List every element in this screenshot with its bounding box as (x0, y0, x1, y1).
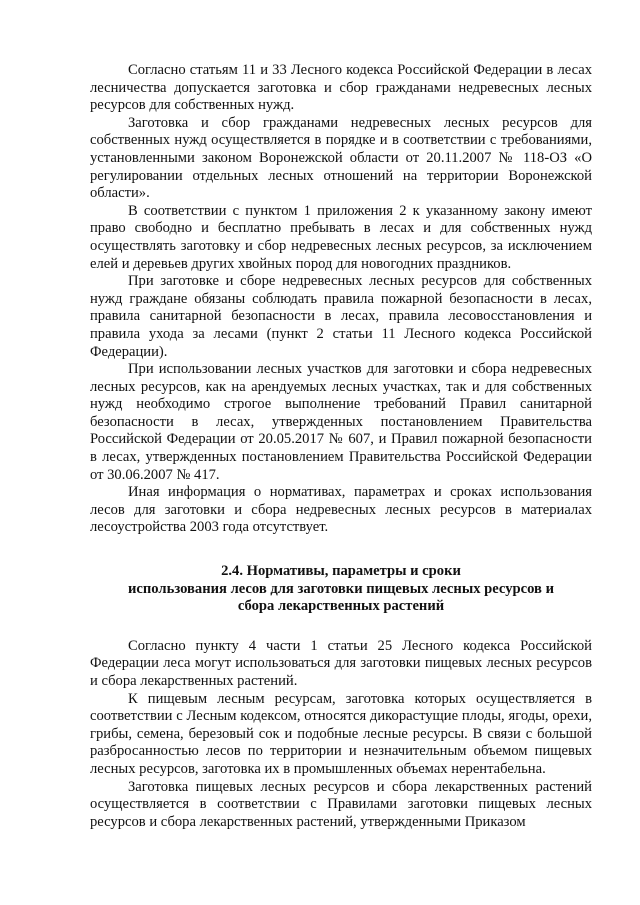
paragraph-no-other-information: Иная информация о нормативах, параметрах и сроках использования лесов для заготовки и сбора недревесных лесных ресурсов в материалах лесоустройства 2003 года отсутствует. (90, 484, 592, 536)
section-heading-2-4 (90, 563, 592, 616)
paragraph-voronezh-law: Заготовка и сбор гражданами недревесных лесных ресурсов для собственных нужд осуществляется в порядке и в соответствии с требованиями, установленными законом Воронежской области от 20.11.2007 № 118-ОЗ «О регулировании отдельных лесных отношений на территории Воронежской области». (90, 114, 592, 202)
paragraph-forest-code-article-25: Согласно пункту 4 части 1 статьи 25 Лесного кодекса Российской Федерации леса могут использоваться для заготовки пищевых лесных ресурсов и сбора лекарственных растений. (90, 637, 592, 689)
section-heading-line-1: 2.4. Нормативы, параметры и сроки (221, 563, 461, 580)
paragraph-free-access-rights: В соответствии с пунктом 1 приложения 2 к указанному закону имеют право свободно и бесплатно пребывать в лесах и для собственных нужд осуществлять заготовку и сбор недревесных лесных ресурсов, за исключением елей и деревьев других хвойных пород для новогодних праздников. (90, 202, 592, 272)
section-heading-line-2: использования лесов для заготовки пищевых лесных ресурсов и (128, 580, 554, 597)
section-heading-line-3: сбора лекарственных растений (237, 598, 445, 615)
paragraph-harvesting-rules: Заготовка пищевых лесных ресурсов и сбора лекарственных растений осуществляется в соответствии с Правилами заготовки пищевых лесных ресурсов и сбора лекарственных растений, утвержденными Приказом (90, 778, 592, 830)
paragraph-food-forest-resources: К пищевым лесным ресурсам, заготовка которых осуществляется в соответствии с Лесным кодексом, относятся дикорастущие плоды, ягоды, орехи, грибы, семена, березовый сок и подобные лесные ресурсы. В связи с большой разбросанностью лесов по территории и незначительным объемом пищевых лесных ресурсов, заготовка их в промышленных объемах нерентабельна. (90, 690, 592, 777)
paragraph-safety-rules: При заготовке и сборе недревесных лесных ресурсов для собственных нужд граждане обязаны соблюдать правила пожарной безопасности в лесах, правила санитарной безопасности в лесах, правила лесовосстановления и правила ухода за лесами (пункт 2 статьи 11 Лесного кодекса Российской Федерации). (90, 273, 592, 360)
paragraph-forest-code-articles: Согласно статьям 11 и 33 Лесного кодекса Российской Федерации в лесах лесничества допускается заготовка и сбор гражданами недревесных лесных ресурсов для собственных нужд. (90, 62, 592, 114)
paragraph-leased-plots-requirements: При использовании лесных участков для заготовки и сбора недревесных лесных ресурсов, как на арендуемых лесных участках, так и для собственных нужд необходимо строгое выполнение требований Правил санитарной безопасности в лесах, утвержденных постановлением Правительства Российской Федерации от 20.05.2017 № 607, и Правил пожарной безопасности в лесах, утвержденных постановлением Правительства Российской Федерации от 30.06.2007 № 417. (90, 361, 592, 483)
document-page (90, 62, 592, 831)
